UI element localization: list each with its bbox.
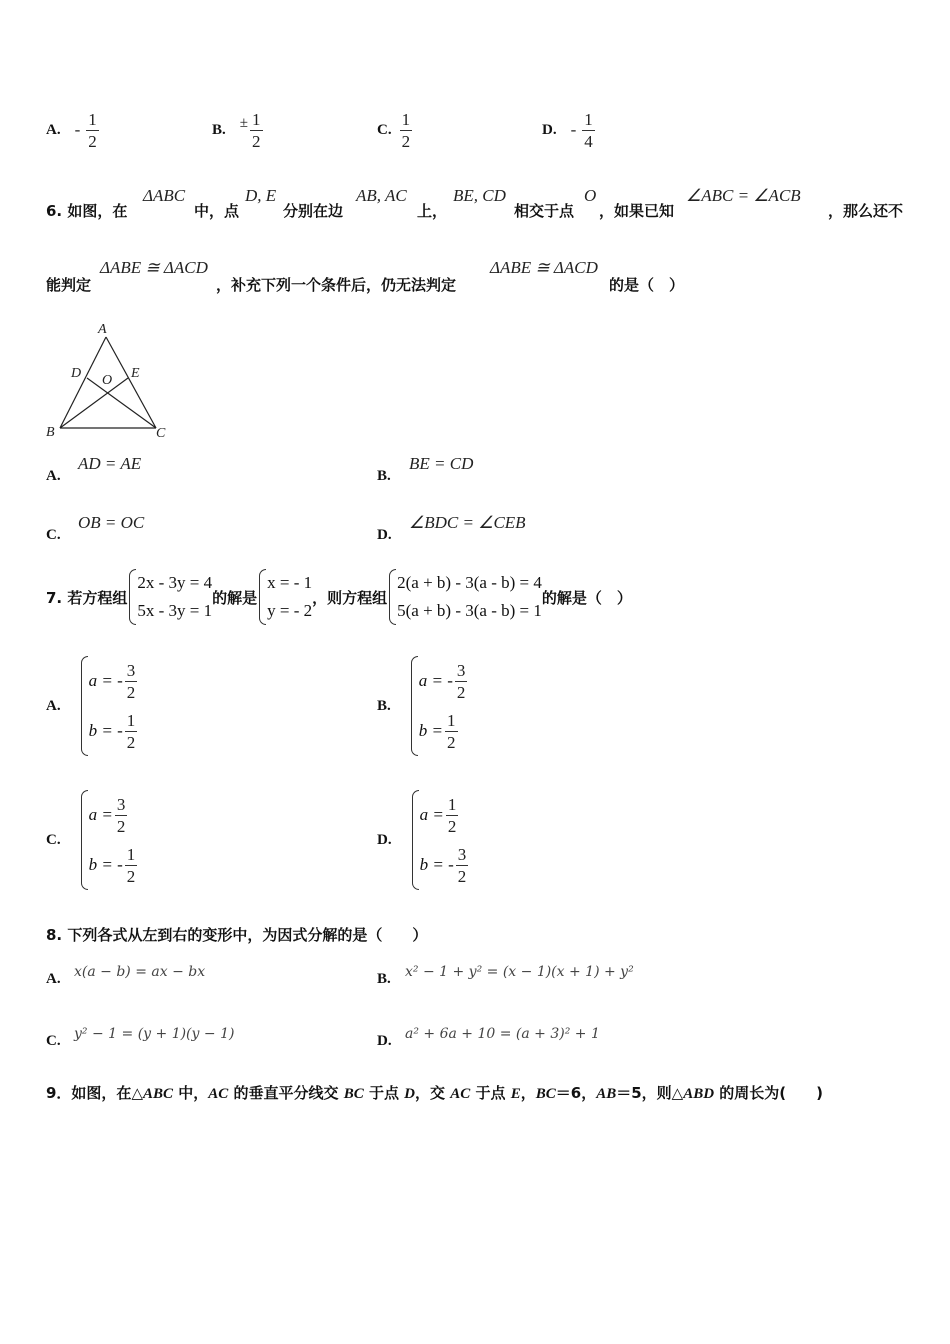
- segment-cd: [87, 378, 156, 428]
- option-label: C.: [46, 1033, 61, 1049]
- option-system: a = - $\frac{3}{2}$ b = $\frac{1}{2}$: [409, 656, 468, 756]
- option-label: B.: [377, 697, 391, 714]
- q8-option-a[interactable]: [46, 962, 366, 992]
- fraction: $\frac{1}{2}$: [252, 109, 261, 151]
- q6-stem-line1: 6. 如图，在 ΔABC 中，点 D, E 分别在边 AB, AC 上， BE, CD 相交于点 O ，如果已知 ∠ABC = ∠ACB ，那么还不: [46, 186, 904, 220]
- q6-option-a[interactable]: [46, 452, 366, 486]
- option-system: a = $\frac{1}{2}$ b = - $\frac{3}{2}$: [410, 790, 469, 890]
- option-expr: BE = CD: [409, 454, 474, 473]
- option-label: C.: [46, 527, 61, 543]
- option-label: C.: [46, 831, 61, 848]
- q5-option-b[interactable]: [212, 106, 263, 154]
- segment-be: [60, 378, 128, 428]
- q7-option-d[interactable]: [377, 790, 468, 890]
- option-expr: x² − 1 + y² = (x − 1)(x + 1) + y²: [405, 964, 634, 980]
- q8-option-c[interactable]: [46, 1024, 366, 1054]
- sign: -: [74, 120, 81, 139]
- q6-option-d[interactable]: [377, 511, 697, 545]
- q6-option-b[interactable]: [377, 452, 697, 486]
- option-expr: OB = OC: [78, 513, 145, 532]
- point-label-b: B: [46, 425, 55, 440]
- q7-stem: 7. 若方程组 2x - 3y = 4 5x - 3y = 1 的解是 x = - 1 y = - 2 ，则方程组 2(a + b) - 3(a - b) = 4 5(a + b) - 3(a - b) = 1 的解是（ ）: [46, 568, 632, 626]
- system-1: 2x - 3y = 4 5x - 3y = 1: [127, 569, 212, 625]
- option-label: A.: [46, 121, 61, 138]
- solution-system: x = - 1 y = - 2: [257, 569, 312, 625]
- option-label: A.: [46, 971, 61, 987]
- fraction: $\frac{1}{2}$: [88, 109, 97, 151]
- q5-option-d[interactable]: [542, 106, 595, 154]
- fraction: $\frac{1}{4}$: [584, 109, 593, 151]
- option-label: D.: [377, 527, 392, 543]
- option-expr: ∠BDC = ∠CEB: [409, 513, 526, 532]
- edge-ac: [106, 337, 156, 428]
- option-label: D.: [377, 1033, 392, 1049]
- option-label: D.: [377, 831, 392, 848]
- sign: -: [570, 120, 577, 139]
- option-system: a = $\frac{3}{2}$ b = - $\frac{1}{2}$: [79, 790, 138, 890]
- q9-stem: 9．如图，在△ABC 中，AC 的垂直平分线交 BC 于点 D，交 AC 于点 E，BC＝6，AB＝5，则△ABD 的周长为( ): [46, 1084, 823, 1102]
- option-label: D.: [542, 121, 557, 138]
- q5-option-a[interactable]: [46, 106, 99, 154]
- option-label: A.: [46, 697, 61, 714]
- option-label: A.: [46, 468, 61, 484]
- sign: ±: [239, 114, 248, 131]
- point-label-d: D: [71, 366, 82, 381]
- q7-option-a[interactable]: [46, 656, 137, 756]
- point-label-a: A: [98, 322, 107, 337]
- q8-option-b[interactable]: [377, 962, 697, 992]
- option-expr: x(a − b) = ax − bx: [74, 964, 206, 980]
- option-label: B.: [377, 971, 391, 987]
- q7-option-c[interactable]: [46, 790, 137, 890]
- q5-option-c[interactable]: [377, 106, 412, 154]
- option-label: B.: [212, 121, 226, 138]
- q8-option-d[interactable]: [377, 1024, 697, 1054]
- point-label-e: E: [131, 366, 140, 381]
- option-expr: a² + 6a + 10 = (a + 3)² + 1: [405, 1026, 600, 1042]
- triangle-figure: [40, 318, 180, 443]
- system-2: 2(a + b) - 3(a - b) = 4 5(a + b) - 3(a - b) = 1: [387, 569, 542, 625]
- point-label-c: C: [156, 426, 166, 441]
- q6-option-c[interactable]: [46, 511, 366, 545]
- edge-ab: [60, 337, 106, 428]
- q6-stem-line2: 能判定 ΔABE ≅ ΔACD ，补充下列一个条件后，仍无法判定 ΔABE ≅ ΔACD 的是（ ）: [46, 258, 685, 294]
- option-system: a = - $\frac{3}{2}$ b = - $\frac{1}{2}$: [79, 656, 138, 756]
- option-expr: AD = AE: [78, 454, 142, 473]
- option-label: B.: [377, 468, 391, 484]
- option-label: C.: [377, 121, 392, 138]
- point-label-o: O: [102, 373, 113, 388]
- q7-option-b[interactable]: [377, 656, 467, 756]
- option-expr: y² − 1 = (y + 1)(y − 1): [74, 1026, 235, 1042]
- q8-stem: 8. 下列各式从左到右的变形中，为因式分解的是（ ）: [46, 926, 428, 944]
- fraction: $\frac{1}{2}$: [401, 109, 411, 151]
